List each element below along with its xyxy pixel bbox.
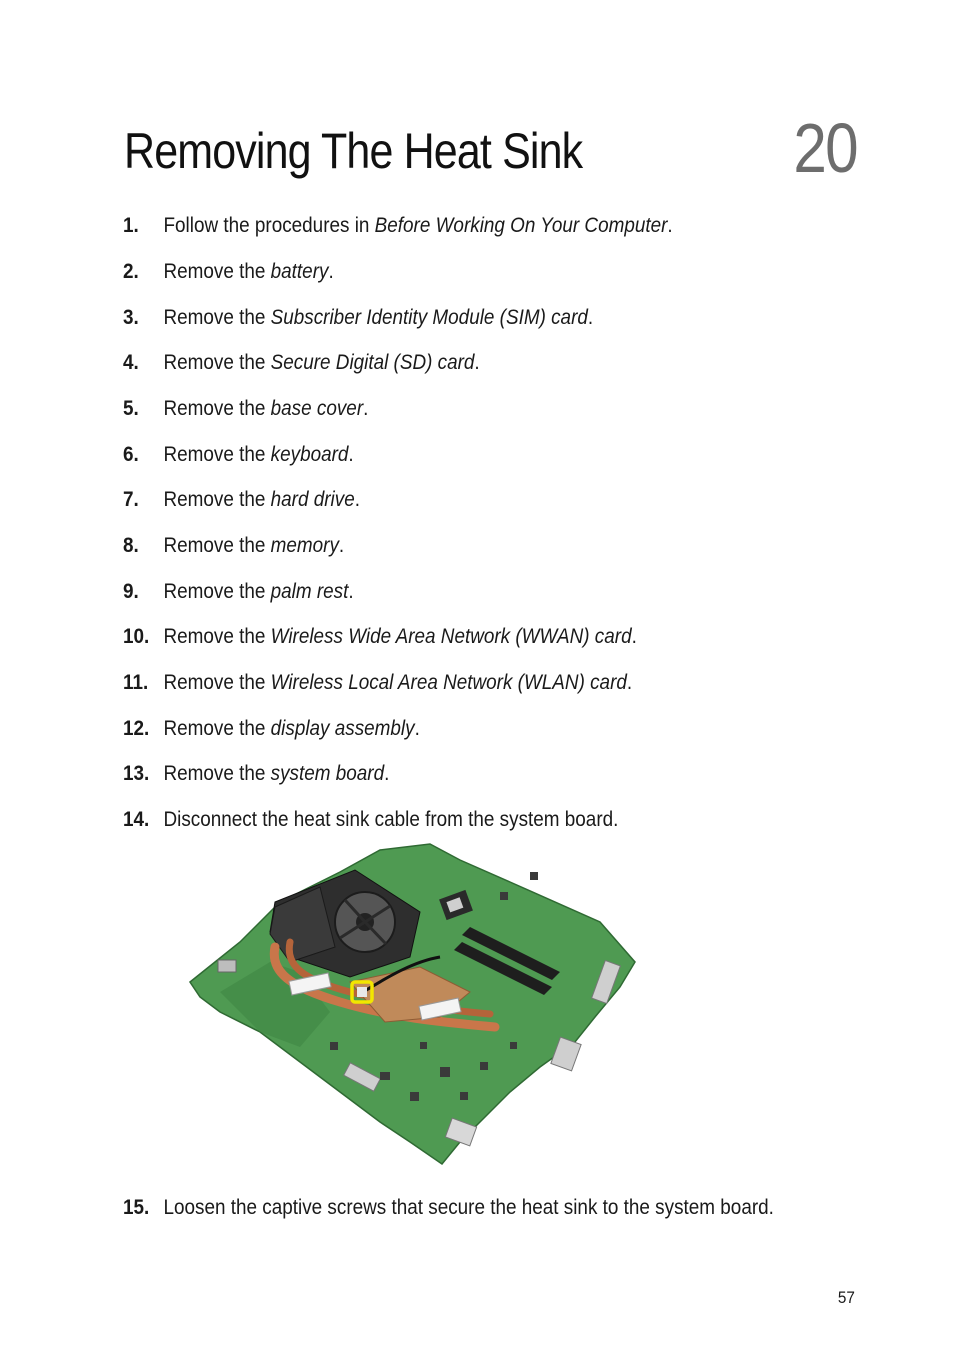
step-link[interactable]: keyboard xyxy=(270,443,349,466)
step-link[interactable]: Wireless Local Area Network (WLAN) card xyxy=(270,671,627,694)
step-number: 13. xyxy=(123,762,150,785)
step-item xyxy=(123,577,354,607)
step-number: 7. xyxy=(123,488,139,511)
step-item xyxy=(123,714,420,744)
step-link[interactable]: Subscriber Identity Module (SIM) card xyxy=(270,306,588,329)
step-item xyxy=(123,485,360,515)
step-suffix: . xyxy=(338,534,345,557)
step-text: Remove the xyxy=(163,625,271,648)
step-number: 4. xyxy=(123,351,139,374)
step-text: Loosen the captive screws that secure the heat sink to the system board. xyxy=(163,1196,774,1219)
step-text: Remove the xyxy=(163,443,271,466)
step-text: Follow the procedures in xyxy=(163,214,375,237)
step-number: 15. xyxy=(123,1196,150,1219)
step-text: Remove the xyxy=(163,351,271,374)
step-link[interactable]: hard drive xyxy=(270,488,355,511)
step-suffix: . xyxy=(667,214,673,237)
step-number: 12. xyxy=(123,717,150,740)
step-text: Remove the xyxy=(163,397,271,420)
step-suffix: . xyxy=(348,580,354,603)
step-text: Remove the xyxy=(163,306,271,329)
step-text: Remove the xyxy=(163,580,271,603)
step-item xyxy=(123,303,593,333)
step-number: 11. xyxy=(123,671,149,694)
step-item xyxy=(123,622,637,652)
step-link[interactable]: base cover xyxy=(270,397,364,420)
step-link[interactable]: battery xyxy=(270,260,329,283)
step-suffix: . xyxy=(587,306,594,329)
chapter-number: 20 xyxy=(793,109,857,187)
step-item xyxy=(123,1193,774,1223)
step-text: Remove the xyxy=(163,488,271,511)
step-text: Remove the xyxy=(163,534,271,557)
step-suffix: . xyxy=(626,671,633,694)
step-item xyxy=(123,668,632,698)
step-link[interactable]: memory xyxy=(270,534,339,557)
step-text: Remove the xyxy=(163,717,271,740)
step-suffix: . xyxy=(363,397,369,420)
step-number: 1. xyxy=(123,214,139,237)
step-number: 3. xyxy=(123,306,139,329)
step-item xyxy=(123,759,389,789)
step-suffix: . xyxy=(474,351,480,374)
step-suffix: . xyxy=(354,488,360,511)
step-link[interactable]: Secure Digital (SD) card xyxy=(270,351,475,374)
step-item xyxy=(123,211,673,241)
step-item xyxy=(123,440,354,470)
chapter-title: Removing The Heat Sink xyxy=(124,123,583,179)
page-number: 57 xyxy=(837,1288,855,1307)
step-text: Remove the xyxy=(163,762,271,785)
step-suffix: . xyxy=(384,762,390,785)
step-link[interactable]: Before Working On Your Computer xyxy=(374,214,668,237)
step-link[interactable]: Wireless Wide Area Network (WWAN) card xyxy=(270,625,632,648)
step-text: Disconnect the heat sink cable from the system board. xyxy=(163,808,619,831)
step-item xyxy=(123,805,618,835)
step-link[interactable]: display assembly xyxy=(270,717,415,740)
step-number: 5. xyxy=(123,397,139,420)
step-link[interactable]: palm rest xyxy=(270,580,349,603)
step-number: 10. xyxy=(123,625,150,648)
step-item xyxy=(123,348,480,378)
step-item xyxy=(123,394,368,424)
step-number: 8. xyxy=(123,534,139,557)
step-suffix: . xyxy=(348,443,354,466)
step-item xyxy=(123,531,344,561)
step-number: 6. xyxy=(123,443,139,466)
step-text: Remove the xyxy=(163,260,271,283)
step-number: 2. xyxy=(123,260,139,283)
system-board-figure xyxy=(180,842,640,1167)
step-suffix: . xyxy=(328,260,334,283)
step-link[interactable]: system board xyxy=(270,762,385,785)
step-suffix: . xyxy=(414,717,420,740)
step-number: 9. xyxy=(123,580,139,603)
step-text: Remove the xyxy=(163,671,271,694)
step-item xyxy=(123,257,334,287)
step-suffix: . xyxy=(631,625,637,648)
step-number: 14. xyxy=(123,808,150,831)
